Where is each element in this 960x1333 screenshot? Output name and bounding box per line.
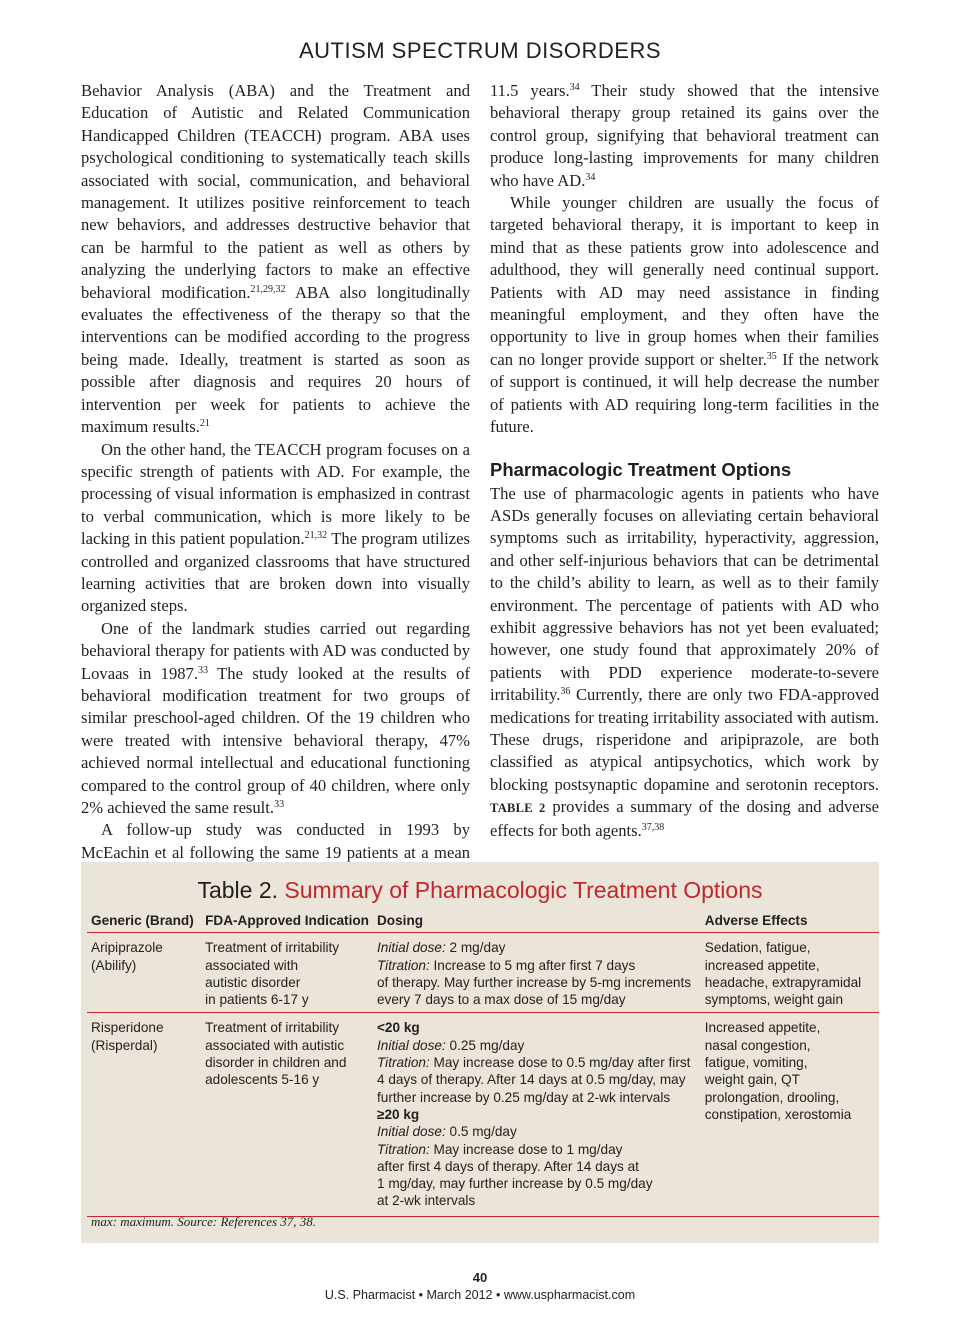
- cell-adverse: Increased appetite, nasal congestion, fatigue, vomiting, weight gain, QT prolongation, drooling, constipation, xerostomia: [701, 1013, 879, 1216]
- table-footnote: max: maximum. Source: References 37, 38.: [91, 1214, 317, 1229]
- header-adverse: Adverse Effects: [701, 912, 879, 933]
- cell-dosing: Initial dose: 2 mg/day Titration: Increase to 5 mg after first 7 days of therapy. May further increase by 5-mg increments every 7 days to a max dose of 15 mg/day: [373, 933, 701, 1013]
- right-column: [490, 80, 879, 842]
- table-title: Table 2. Summary of Pharmacologic Treatment Options: [197, 877, 763, 903]
- cell-indication: Treatment of irritability associated with autistic disorder in children and adolescents 5-16 y: [201, 1013, 373, 1216]
- summary-table-box: [81, 862, 879, 1243]
- right-paragraph-2: While younger children are usually the focus of targeted behavioral therapy, it is important to keep in mind that as these patients grow into adolescence and adulthood, they will generally need continual support. Patients with AD may need assistance in finding meaningful employment, and they often have the opportunity to live in group homes when their families can no longer provide support or shelter.$^{35}$ If the network of support is continued, it will help decrease the number of patients with AD requiring long-term facilities in the future.: [490, 193, 879, 437]
- left-paragraph-1: Behavior Analysis (ABA) and the Treatment and Education of Autistic and Related Communication Handicapped Children (TEACCH) program. ABA uses psychological conditioning to systematically teach skills associated with social, communication, and behavioral management. It utilizes positive reinforcement to teach new behaviors, and addresses destructive behavior that can be harmful to the patient as well as others by analyzing the underlying factors to make an effective behavioral modification.$^{21,29,32}$ ABA also longitudinally evaluates the effectiveness of the therapy so that the interventions can be modified according to the progress being made. Ideally, treatment is started as soon as possible after diagnosis and requires 20 hours of intervention per week for patients to achieve the maximum results.$^{21}$: [81, 81, 470, 437]
- table-header-row: [87, 912, 879, 933]
- left-column: [81, 80, 470, 887]
- cell-generic: Risperidone (Risperdal): [87, 1013, 201, 1216]
- page-number: 40: [472, 1270, 488, 1285]
- right-paragraph-1: 11.5 years.$^{34}$ Their study showed that the intensive behavioral therapy group retained its gains over the control group, signifying that behavioral treatment can produce long-lasting improvements for many children who have AD.$^{34}$: [490, 81, 879, 190]
- right-paragraph-3: The use of pharmacologic agents in patients who have ASDs generally focuses on alleviating certain behavioral symptoms such as irritability, hyperactivity, aggression, and other self-injurious behaviors that can be detrimental to the child’s ability to learn, as well as to their family environment. The percentage of patients with AD who exhibit aggressive behaviors has not yet been evaluated; however, one study found that approximately 20% of patients with PDD experience moderate-to-severe irritability.$^{36}$ Currently, there are only two FDA-approved medications for treating irritability associated with autism. These drugs, risperidone and aripiprazole, are both classified as atypical antipsychotics, which work by blocking postsynaptic dopamine and serotonin receptors. TABLE 2 provides a summary of the dosing and adverse effects for both agents.$^{37,38}$: [490, 483, 879, 840]
- header-dosing: Dosing: [373, 912, 701, 933]
- cell-adverse: Sedation, fatigue, increased appetite, headache, extrapyramidal symptoms, weight gain: [701, 933, 879, 1013]
- running-title: AUTISM SPECTRUM DISORDERS: [298, 38, 662, 63]
- left-paragraph-3: One of the landmark studies carried out regarding behavioral therapy for patients with AD was conducted by Lovaas in 1987.33 The study looked at the results of behavioral modification treatment for two groups of similar preschool-aged children. Of the 19 children who were treated with intensive behavioral therapy, 47% achieved normal intellectual and educational functioning compared to the control group of 40 children, where only 2% achieved the same result.$^{33}$: [81, 618, 470, 817]
- header-generic: Generic (Brand): [87, 912, 201, 933]
- left-paragraph-4: A follow-up study was conducted in 1993 by McEachin et al following the same 19 patients at a mean: [81, 820, 470, 862]
- header-indication: FDA-Approved Indication: [201, 912, 373, 933]
- left-paragraph-2: On the other hand, the TEACCH program focuses on a specific strength of patients with AD. For example, the processing of visual information is emphasized in contrast to verbal communication, which is more likely to be lacking in this patient population.$^{21,32}$ The program utilizes controlled and organized classrooms that have structured learning activities that are broken down into visually organized steps.: [81, 439, 470, 616]
- section-heading: Pharmacologic Treatment Options: [490, 458, 792, 480]
- table-row: [87, 933, 879, 1013]
- table-row: [87, 1013, 879, 1216]
- table-reference: TABLE 2: [490, 801, 546, 816]
- cell-dosing: <20 kg Initial dose: 0.25 mg/day Titration: May increase dose to 0.5 mg/day after first 4 days of therapy. After 14 days at 0.5 mg/day, may further increase by 0.25 mg/day at 2-wk intervals ≥20 kg Initial dose: 0.5 mg/day Titration: May increase dose to 1 mg/day after first 4 days of therapy. After 14 days at 1 mg/day, may further increase by 0.5 mg/day at 2-wk intervals: [373, 1013, 701, 1216]
- cell-indication: Treatment of irritability associated with autistic disorder in patients 6-17 y: [201, 933, 373, 1013]
- cell-generic: Aripiprazole (Abilify): [87, 933, 201, 1013]
- treatment-table: [87, 912, 879, 1217]
- publication-footer: U.S. Pharmacist • March 2012 • www.uspharmacist.com: [324, 1288, 636, 1302]
